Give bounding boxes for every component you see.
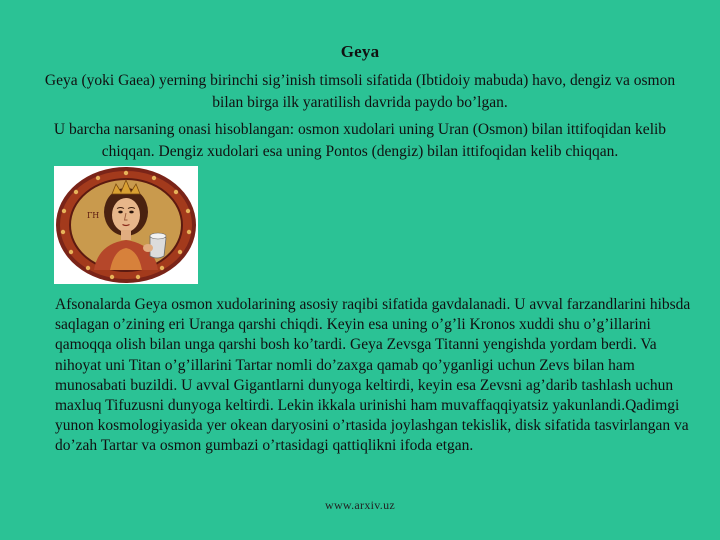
geya-portrait-medallion-icon bbox=[54, 166, 198, 284]
footer-url: www.arxiv.uz bbox=[324, 498, 396, 512]
slide-title: Geya bbox=[340, 42, 380, 61]
geya-portrait-image bbox=[54, 166, 198, 284]
intro-paragraph-1: Geya (yokі Gaea) yerning birinchi sig’inish timsoli sifatida (Ibtidoiy mabuda) havo, dengiz va osmon bilan birga ilk yaratilish davrida paydo bo’lgan. bbox=[44, 72, 676, 111]
intro-paragraph-2: U barcha narsaning onasi hisoblangan: osmon xudolari uning Uran (Osmon) bilan ittifoqidan kelib chiqqan. Dengiz xudolari esa uning Pontos (dengiz) bilan ittifoqidan kelib chiqqan. bbox=[53, 121, 667, 160]
body-paragraph: Afsonalarda Geya osmon xudolarining asosiy raqibi sifatida gavdalanadi. U avval farzandlarini hibsda saqlagan o’zining eri Uranga qarshi chiqdi. Keyin esa uning o’g’li Kronos xuddi shu o’g’illarini qamoqqa olish bilan unga qarshi bosh ko’tardi. Geya Zevsga Titanni yengishda yordam berdi. Va nihoyat uni Titan o’g’illarini Tartar nomli do’zaxga qamab qo’yganligi uchun Zevs bilan ham munosabati buzildi. U avval Gigantlarni dunyoga keltirdi, keyin esa Zevsni ag’darib tashlash uchun maxluq Tifuzusni dunyoga keltirdi. Lekin ikkala urinishi ham muvaffaqqiyatsiz yakunlandi.Qadimgi yunon kosmologiyasida yer okean daryosini o’rtasida joylashgan tekislik, disk sifatida tasvirlangan va do’zah Tartar va osmon gumbazi o’rtasidagi qattiqlikni ifoda etgan. bbox=[55, 296, 691, 455]
svg-text:ГН: ГН bbox=[87, 211, 100, 220]
